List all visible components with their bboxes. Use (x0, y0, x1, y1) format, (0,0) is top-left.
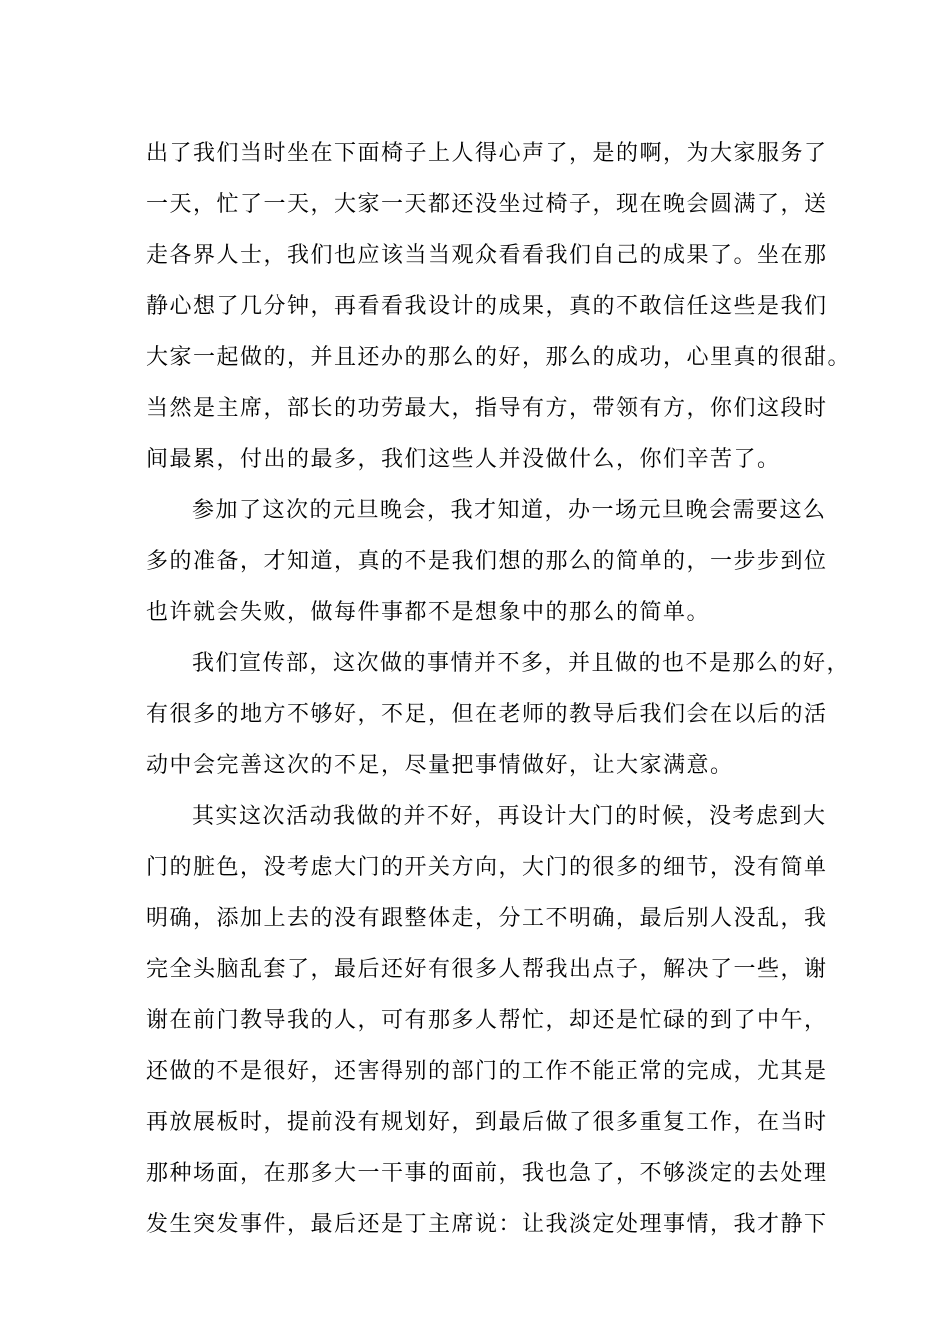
text-line: 也许就会失败，做每件事都不是想象中的那么的简单。 (146, 600, 711, 625)
paragraph-first-line: 参加了这次的元旦晚会，我才知道，办一场元旦晚会需要这么 (192, 498, 827, 523)
text-line: 间最累，付出的最多，我们这些人并没做什么，你们辛苦了。 (146, 447, 781, 472)
text-line: 门的脏色，没考虑大门的开关方向，大门的很多的细节，没有简单 (146, 855, 828, 880)
paragraph-first-line: 我们宣传部，这次做的事情并不多，并且做的也不是那么的好， (192, 651, 851, 676)
text-line: 出了我们当时坐在下面椅子上人得心声了，是的啊，为大家服务了 (146, 141, 828, 166)
text-line: 发生突发事件，最后还是丁主席说：让我淡定处理事情，我才静下 (146, 1212, 828, 1237)
text-line: 有很多的地方不够好，不足，但在老师的教导后我们会在以后的活 (146, 702, 828, 727)
text-line: 一天，忙了一天，大家一天都还没坐过椅子，现在晚会圆满了，送 (146, 192, 828, 217)
text-line: 那种场面，在那多大一干事的面前，我也急了，不够淡定的去处理 (146, 1161, 828, 1186)
text-line: 谢在前门教导我的人，可有那多人帮忙，却还是忙碌的到了中午， (146, 1008, 828, 1033)
body-text (146, 128, 852, 1250)
text-line: 还做的不是很好，还害得别的部门的工作不能正常的完成，尤其是 (146, 1059, 828, 1084)
text-line: 明确，添加上去的没有跟整体走，分工不明确，最后别人没乱，我 (146, 906, 828, 931)
text-line: 动中会完善这次的不足，尽量把事情做好，让大家满意。 (146, 753, 734, 778)
text-line: 完全头脑乱套了，最后还好有很多人帮我出点子，解决了一些，谢 (146, 957, 828, 982)
text-line: 静心想了几分钟，再看看我设计的成果，真的不敢信任这些是我们 (146, 294, 828, 319)
paragraph-first-line: 其实这次活动我做的并不好，再设计大门的时候，没考虑到大 (192, 804, 827, 829)
text-line: 大家一起做的，并且还办的那么的好，那么的成功，心里真的很甜。 (146, 345, 852, 370)
text-line: 当然是主席，部长的功劳最大，指导有方，带领有方，你们这段时 (146, 396, 828, 421)
text-line: 多的准备，才知道，真的不是我们想的那么的简单的，一步步到位 (146, 549, 828, 574)
text-line: 走各界人士，我们也应该当当观众看看我们自己的成果了。坐在那 (146, 243, 828, 268)
text-line: 再放展板时，提前没有规划好，到最后做了很多重复工作，在当时 (146, 1110, 828, 1135)
